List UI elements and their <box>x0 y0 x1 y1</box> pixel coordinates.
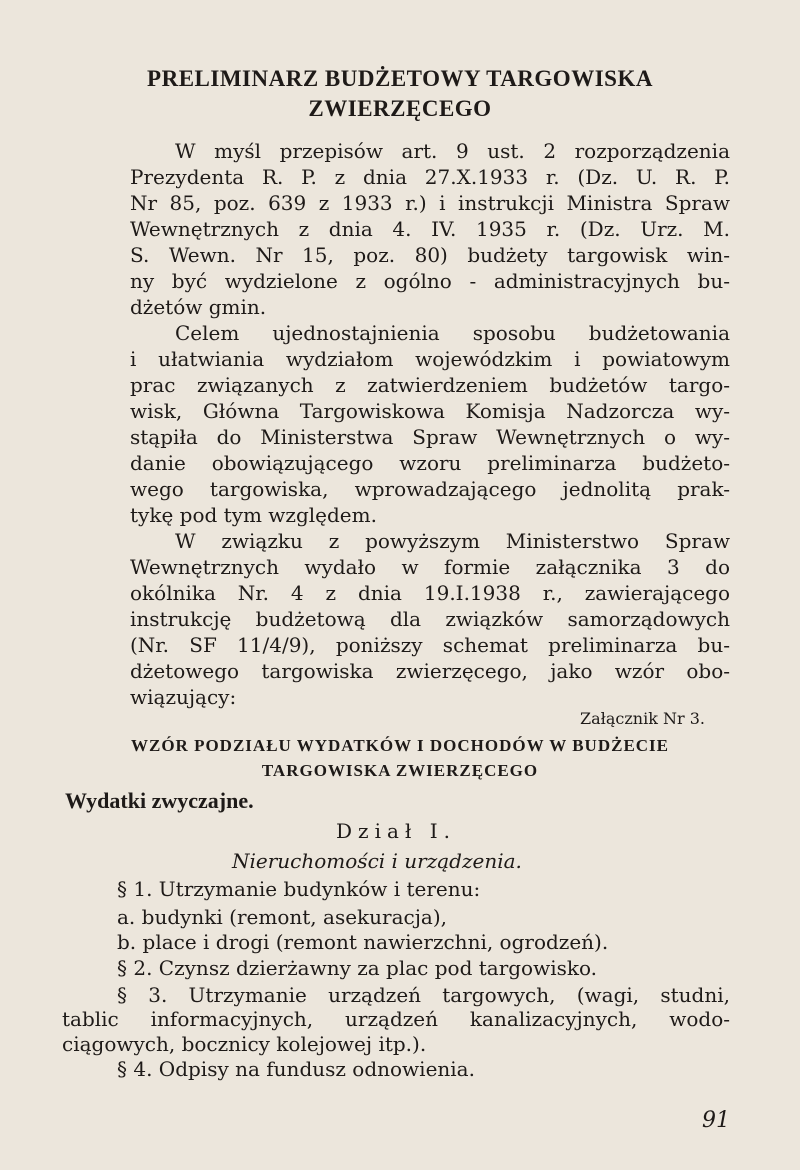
paragraph-1-line: ny być wydzielone z ogólno - administracyjnych bu- <box>130 269 730 293</box>
paragraph-item-3-cont: ciągowych, bocznicy kolejowej itp.). <box>62 1032 427 1056</box>
paragraph-item-3-cont: tablic informacyjnych, urządzeń kanalizacyjnych, wodo- <box>62 1007 730 1031</box>
paragraph-1-line: Nr 85, poz. 639 z 1933 r.) i instrukcji Ministra Spraw <box>130 191 730 215</box>
paragraph-2-line: wisk, Główna Targowiskowa Komisja Nadzorcza wy- <box>130 399 730 423</box>
paragraph-3-line: Wewnętrznych wydało w formie załącznika 3 do <box>130 555 730 579</box>
page-number: 91 <box>702 1108 730 1133</box>
subheading-line-2: TARGOWISKA ZWIERZĘCEGO <box>261 761 539 780</box>
paragraph-1-line: dżetów gmin. <box>130 295 267 319</box>
paragraph-2-line: stąpiła do Ministerstwa Spraw Wewnętrznych o wy- <box>130 425 730 449</box>
paragraph-item-1: § 1. Utrzymanie budynków i terenu: <box>117 877 481 901</box>
paragraph-1-line: W myśl przepisów art. 9 ust. 2 rozporządzenia <box>175 139 730 163</box>
paragraph-1-line: S. Wewn. Nr 15, poz. 80) budżety targowisk win- <box>130 243 730 267</box>
paragraph-1-line: Prezydenta R. P. z dnia 27.X.1933 r. (Dz. U. R. P. <box>130 165 730 189</box>
paragraph-1-line: Wewnętrznych z dnia 4. IV. 1935 r. (Dz. Urz. M. <box>130 217 730 241</box>
paragraph-2-line: tykę pod tym względem. <box>130 503 377 527</box>
paragraph-3-line: (Nr. SF 11/4/9), poniższy schemat preliminarza bu- <box>130 633 730 657</box>
paragraph-3-line: okólnika Nr. 4 z dnia 19.I.1938 r., zawierającego <box>130 581 730 605</box>
paragraph-item-2: § 2. Czynsz dzierżawny za plac pod targowisko. <box>117 956 598 980</box>
paragraph-2-line: danie obowiązującego wzoru preliminarza budżeto- <box>130 451 730 475</box>
paragraph-item-4: § 4. Odpisy na fundusz odnowienia. <box>117 1057 475 1081</box>
paragraph-3-line: W związku z powyższym Ministerstwo Spraw <box>175 529 730 553</box>
paragraph-3-line: wiązujący: <box>130 685 237 709</box>
paragraph-3-line: dżetowego targowiska zwierzęcego, jako wzór obo- <box>130 659 730 683</box>
page-title-line-1: PRELIMINARZ BUDŻETOWY TARGOWISKA <box>147 66 653 91</box>
paragraph-2-line: wego targowiska, wprowadzającego jednolitą prak- <box>130 477 730 501</box>
subheading-line-1: WZÓR PODZIAŁU WYDATKÓW I DOCHODÓW W BUDŻECIE <box>130 736 670 755</box>
section-heading: Wydatki zwyczajne. <box>65 788 254 813</box>
dzial-heading: Dział I. <box>336 819 456 843</box>
page-title-line-2: ZWIERZĘCEGO <box>308 96 492 121</box>
paragraph-2-line: prac związanych z zatwierdzeniem budżetów targo- <box>130 373 730 397</box>
paragraph-2-line: i ułatwiania wydziałom wojewódzkim i powiatowym <box>130 347 730 371</box>
paragraph-3-line: instrukcję budżetową dla związków samorządowych <box>130 607 730 631</box>
paragraph-item-1a: a. budynki (remont, asekuracja), <box>117 905 448 929</box>
paragraph-item-3: § 3. Utrzymanie urządzeń targowych, (wagi, studni, <box>117 983 730 1007</box>
paragraph-2-line: Celem ujednostajnienia sposobu budżetowania <box>175 321 730 345</box>
dzial-title: Nieruchomości i urządzenia. <box>232 849 522 873</box>
paragraph-item-1b: b. place i drogi (remont nawierzchni, ogrodzeń). <box>117 930 609 954</box>
attachment-label: Załącznik Nr 3. <box>580 709 705 728</box>
